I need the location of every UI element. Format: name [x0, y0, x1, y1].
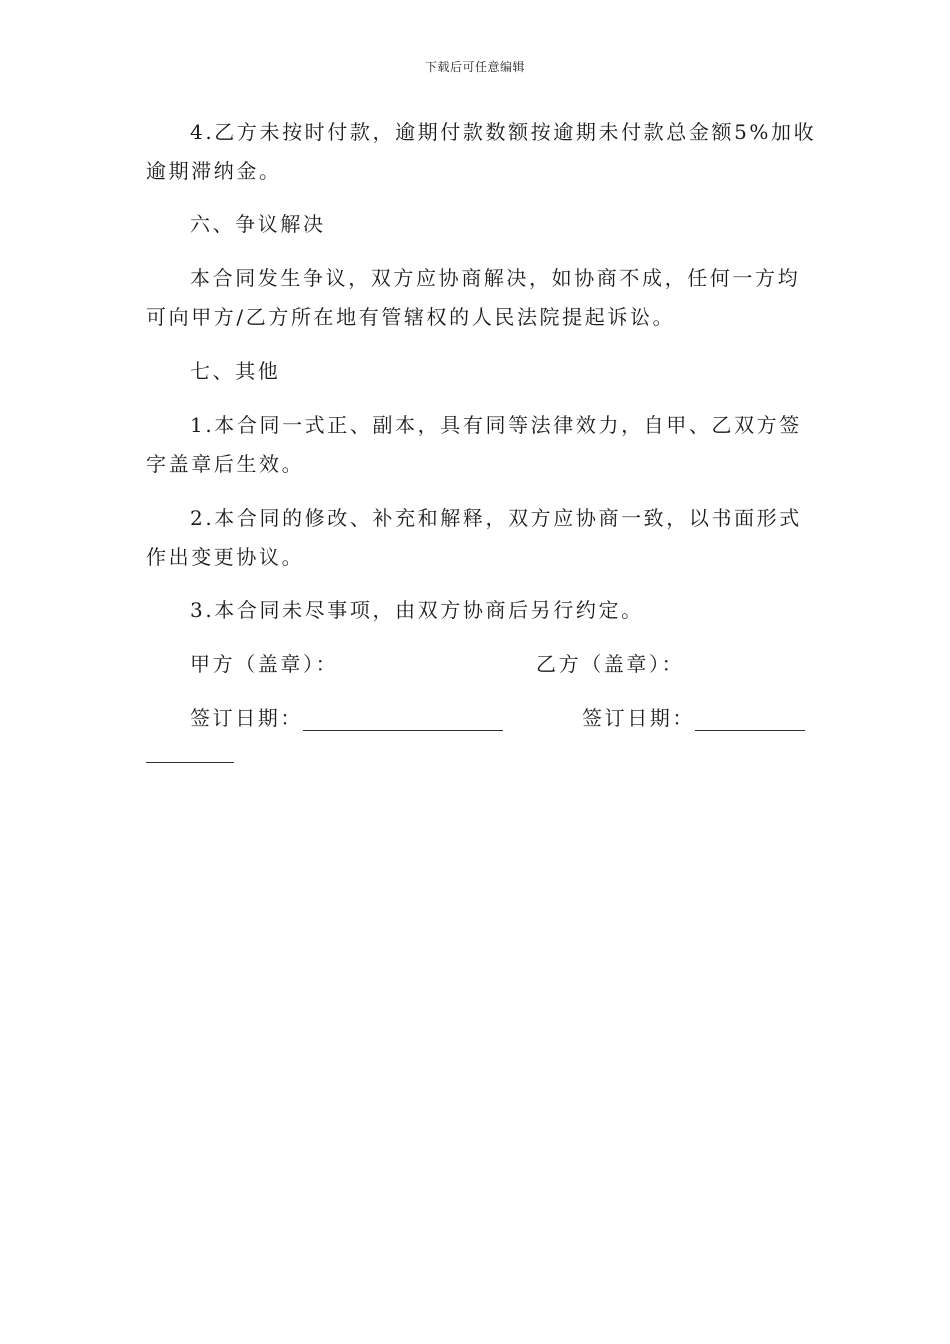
section-7-heading: 七、其他	[190, 359, 281, 383]
section-7-item-1-line-2: 字盖章后生效。	[146, 452, 305, 476]
party-a-date-label: 签订日期：	[190, 706, 303, 730]
clause-4-line-2: 逾期滞纳金。	[146, 159, 282, 183]
party-b-date-label: 签订日期：	[582, 706, 695, 730]
clause-4-line-1: 4.乙方未按时付款，逾期付款数额按逾期未付款总金额5%加收	[190, 120, 817, 144]
party-b-date-blank	[695, 708, 805, 731]
section-7-item-2-line-2: 作出变更协议。	[146, 545, 305, 569]
page-header-note: 下载后可任意编辑	[424, 60, 525, 74]
section-7-item-3: 3.本合同未尽事项，由双方协商后另行约定。	[190, 598, 644, 622]
party-a-seal-label: 甲方（盖章）：	[190, 652, 339, 676]
party-a-date-blank	[303, 708, 503, 731]
section-7-item-1-line-1: 1.本合同一式正、副本，具有同等法律效力，自甲、乙双方签	[190, 413, 802, 437]
party-b-date-row	[582, 702, 805, 731]
section-6-line-2: 可向甲方/乙方所在地有管辖权的人民法院提起诉讼。	[146, 305, 676, 329]
party-a-date-row	[190, 702, 503, 731]
section-6-line-1: 本合同发生争议，双方应协商解决，如协商不成，任何一方均	[190, 266, 801, 290]
section-6-heading: 六、争议解决	[190, 212, 326, 236]
party-b-seal-label: 乙方（盖章）：	[536, 652, 685, 676]
section-7-item-2-line-1: 2.本合同的修改、补充和解释，双方应协商一致，以书面形式	[190, 506, 802, 530]
party-b-date-blank-continuation	[146, 762, 234, 763]
